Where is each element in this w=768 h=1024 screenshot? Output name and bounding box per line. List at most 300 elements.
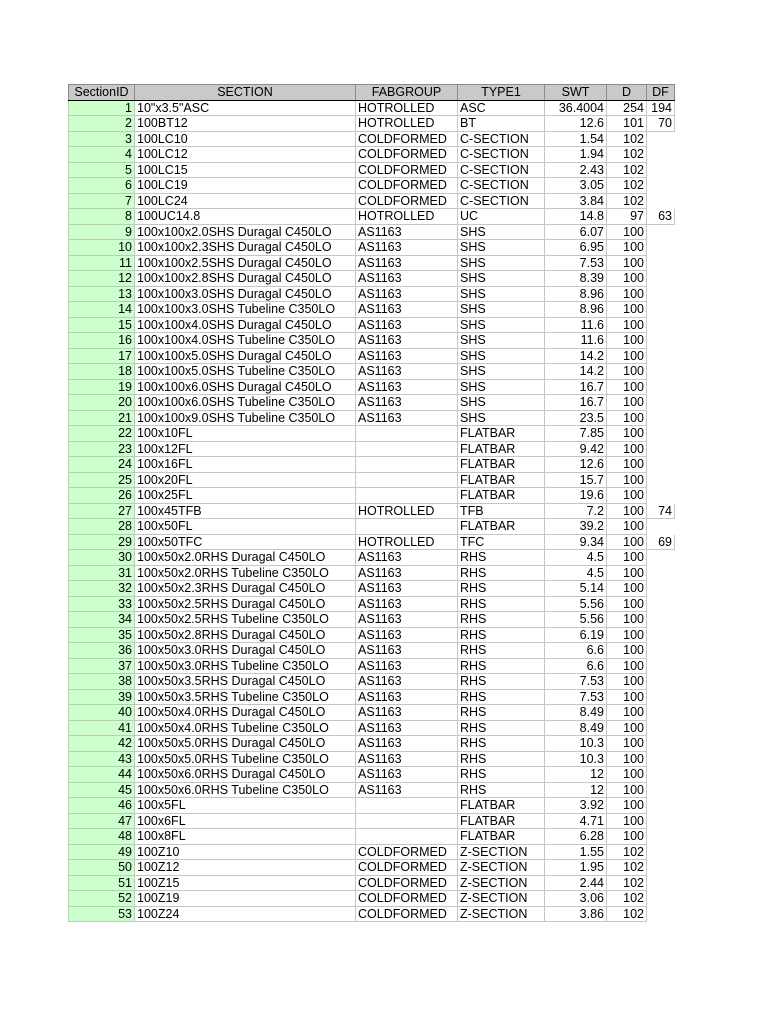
sectionid-cell[interactable]: 49 bbox=[69, 844, 135, 860]
section-cell[interactable]: 100Z10 bbox=[135, 844, 356, 860]
type1-cell[interactable]: RHS bbox=[458, 689, 545, 705]
swt-cell[interactable]: 7.53 bbox=[545, 255, 607, 271]
section-cell[interactable]: 100x50x2.5RHS Tubeline C350LO bbox=[135, 612, 356, 628]
df-cell[interactable] bbox=[647, 348, 675, 364]
df-cell[interactable] bbox=[647, 240, 675, 256]
swt-cell[interactable]: 15.7 bbox=[545, 472, 607, 488]
sectionid-cell[interactable]: 50 bbox=[69, 860, 135, 876]
sectionid-cell[interactable]: 44 bbox=[69, 767, 135, 783]
swt-cell[interactable]: 2.43 bbox=[545, 162, 607, 178]
swt-cell[interactable]: 12 bbox=[545, 767, 607, 783]
section-cell[interactable]: 100x100x3.0SHS Duragal C450LO bbox=[135, 286, 356, 302]
d-cell[interactable]: 100 bbox=[607, 627, 647, 643]
d-cell[interactable]: 100 bbox=[607, 271, 647, 287]
d-cell[interactable]: 102 bbox=[607, 131, 647, 147]
section-cell[interactable]: 100x12FL bbox=[135, 441, 356, 457]
fabgroup-cell[interactable]: HOTROLLED bbox=[356, 209, 458, 225]
fabgroup-cell[interactable]: AS1163 bbox=[356, 581, 458, 597]
d-cell[interactable]: 102 bbox=[607, 860, 647, 876]
fabgroup-cell[interactable] bbox=[356, 441, 458, 457]
df-cell[interactable] bbox=[647, 131, 675, 147]
fabgroup-cell[interactable]: AS1163 bbox=[356, 271, 458, 287]
swt-cell[interactable]: 19.6 bbox=[545, 488, 607, 504]
fabgroup-cell[interactable]: AS1163 bbox=[356, 410, 458, 426]
sectionid-cell[interactable]: 33 bbox=[69, 596, 135, 612]
section-cell[interactable]: 100x100x2.8SHS Duragal C450LO bbox=[135, 271, 356, 287]
df-cell[interactable] bbox=[647, 457, 675, 473]
d-cell[interactable]: 100 bbox=[607, 534, 647, 550]
type1-cell[interactable]: Z-SECTION bbox=[458, 860, 545, 876]
fabgroup-cell[interactable]: AS1163 bbox=[356, 782, 458, 798]
section-cell[interactable]: 100x50x5.0RHS Duragal C450LO bbox=[135, 736, 356, 752]
sectionid-cell[interactable]: 14 bbox=[69, 302, 135, 318]
section-cell[interactable]: 10"x3.5"ASC bbox=[135, 100, 356, 116]
section-cell[interactable]: 100x100x2.3SHS Duragal C450LO bbox=[135, 240, 356, 256]
df-cell[interactable]: 63 bbox=[647, 209, 675, 225]
type1-cell[interactable]: Z-SECTION bbox=[458, 844, 545, 860]
df-cell[interactable] bbox=[647, 333, 675, 349]
section-cell[interactable]: 100UC14.8 bbox=[135, 209, 356, 225]
type1-cell[interactable]: RHS bbox=[458, 751, 545, 767]
swt-cell[interactable]: 8.96 bbox=[545, 302, 607, 318]
type1-cell[interactable]: C-SECTION bbox=[458, 193, 545, 209]
fabgroup-cell[interactable] bbox=[356, 829, 458, 845]
section-cell[interactable]: 100LC19 bbox=[135, 178, 356, 194]
fabgroup-cell[interactable]: AS1163 bbox=[356, 255, 458, 271]
sectionid-cell[interactable]: 52 bbox=[69, 891, 135, 907]
fabgroup-cell[interactable]: HOTROLLED bbox=[356, 116, 458, 132]
d-cell[interactable]: 102 bbox=[607, 906, 647, 922]
type1-cell[interactable]: TFB bbox=[458, 503, 545, 519]
swt-cell[interactable]: 1.94 bbox=[545, 147, 607, 163]
section-cell[interactable]: 100LC10 bbox=[135, 131, 356, 147]
swt-cell[interactable]: 2.44 bbox=[545, 875, 607, 891]
sectionid-cell[interactable]: 21 bbox=[69, 410, 135, 426]
df-cell[interactable] bbox=[647, 224, 675, 240]
fabgroup-cell[interactable]: COLDFORMED bbox=[356, 891, 458, 907]
df-cell[interactable] bbox=[647, 720, 675, 736]
fabgroup-cell[interactable]: AS1163 bbox=[356, 348, 458, 364]
type1-cell[interactable]: C-SECTION bbox=[458, 147, 545, 163]
fabgroup-cell[interactable]: AS1163 bbox=[356, 751, 458, 767]
type1-cell[interactable]: UC bbox=[458, 209, 545, 225]
df-cell[interactable] bbox=[647, 689, 675, 705]
column-header-type1[interactable]: TYPE1 bbox=[458, 85, 545, 101]
type1-cell[interactable]: RHS bbox=[458, 736, 545, 752]
swt-cell[interactable]: 7.2 bbox=[545, 503, 607, 519]
fabgroup-cell[interactable]: AS1163 bbox=[356, 317, 458, 333]
swt-cell[interactable]: 16.7 bbox=[545, 379, 607, 395]
df-cell[interactable] bbox=[647, 674, 675, 690]
section-cell[interactable]: 100x50x2.8RHS Duragal C450LO bbox=[135, 627, 356, 643]
type1-cell[interactable]: RHS bbox=[458, 596, 545, 612]
sectionid-cell[interactable]: 23 bbox=[69, 441, 135, 457]
type1-cell[interactable]: RHS bbox=[458, 643, 545, 659]
sectionid-cell[interactable]: 27 bbox=[69, 503, 135, 519]
d-cell[interactable]: 100 bbox=[607, 705, 647, 721]
type1-cell[interactable]: RHS bbox=[458, 767, 545, 783]
sectionid-cell[interactable]: 7 bbox=[69, 193, 135, 209]
fabgroup-cell[interactable]: AS1163 bbox=[356, 612, 458, 628]
swt-cell[interactable]: 16.7 bbox=[545, 395, 607, 411]
swt-cell[interactable]: 6.95 bbox=[545, 240, 607, 256]
type1-cell[interactable]: FLATBAR bbox=[458, 457, 545, 473]
fabgroup-cell[interactable]: AS1163 bbox=[356, 736, 458, 752]
type1-cell[interactable]: RHS bbox=[458, 550, 545, 566]
sectionid-cell[interactable]: 2 bbox=[69, 116, 135, 132]
section-cell[interactable]: 100x100x3.0SHS Tubeline C350LO bbox=[135, 302, 356, 318]
type1-cell[interactable]: FLATBAR bbox=[458, 426, 545, 442]
sectionid-cell[interactable]: 47 bbox=[69, 813, 135, 829]
fabgroup-cell[interactable]: COLDFORMED bbox=[356, 906, 458, 922]
fabgroup-cell[interactable]: AS1163 bbox=[356, 643, 458, 659]
swt-cell[interactable]: 3.06 bbox=[545, 891, 607, 907]
section-cell[interactable]: 100x5FL bbox=[135, 798, 356, 814]
sectionid-cell[interactable]: 16 bbox=[69, 333, 135, 349]
fabgroup-cell[interactable]: COLDFORMED bbox=[356, 860, 458, 876]
section-cell[interactable]: 100x50x5.0RHS Tubeline C350LO bbox=[135, 751, 356, 767]
d-cell[interactable]: 100 bbox=[607, 767, 647, 783]
fabgroup-cell[interactable]: COLDFORMED bbox=[356, 193, 458, 209]
section-cell[interactable]: 100x50FL bbox=[135, 519, 356, 535]
type1-cell[interactable]: C-SECTION bbox=[458, 178, 545, 194]
df-cell[interactable] bbox=[647, 271, 675, 287]
section-cell[interactable]: 100x50x3.5RHS Tubeline C350LO bbox=[135, 689, 356, 705]
section-cell[interactable]: 100LC12 bbox=[135, 147, 356, 163]
type1-cell[interactable]: SHS bbox=[458, 410, 545, 426]
fabgroup-cell[interactable]: AS1163 bbox=[356, 550, 458, 566]
d-cell[interactable]: 100 bbox=[607, 782, 647, 798]
sectionid-cell[interactable]: 11 bbox=[69, 255, 135, 271]
sectionid-cell[interactable]: 1 bbox=[69, 100, 135, 116]
df-cell[interactable] bbox=[647, 426, 675, 442]
swt-cell[interactable]: 11.6 bbox=[545, 317, 607, 333]
column-header-fabgroup[interactable]: FABGROUP bbox=[356, 85, 458, 101]
type1-cell[interactable]: Z-SECTION bbox=[458, 875, 545, 891]
swt-cell[interactable]: 14.2 bbox=[545, 364, 607, 380]
sectionid-cell[interactable]: 41 bbox=[69, 720, 135, 736]
fabgroup-cell[interactable]: AS1163 bbox=[356, 240, 458, 256]
type1-cell[interactable]: RHS bbox=[458, 674, 545, 690]
section-cell[interactable]: 100x50x3.5RHS Duragal C450LO bbox=[135, 674, 356, 690]
type1-cell[interactable]: SHS bbox=[458, 240, 545, 256]
sectionid-cell[interactable]: 31 bbox=[69, 565, 135, 581]
type1-cell[interactable]: SHS bbox=[458, 379, 545, 395]
sectionid-cell[interactable]: 39 bbox=[69, 689, 135, 705]
df-cell[interactable] bbox=[647, 875, 675, 891]
fabgroup-cell[interactable] bbox=[356, 426, 458, 442]
fabgroup-cell[interactable] bbox=[356, 457, 458, 473]
swt-cell[interactable]: 8.96 bbox=[545, 286, 607, 302]
fabgroup-cell[interactable]: AS1163 bbox=[356, 689, 458, 705]
fabgroup-cell[interactable]: HOTROLLED bbox=[356, 100, 458, 116]
fabgroup-cell[interactable]: HOTROLLED bbox=[356, 503, 458, 519]
d-cell[interactable]: 102 bbox=[607, 844, 647, 860]
fabgroup-cell[interactable]: AS1163 bbox=[356, 565, 458, 581]
swt-cell[interactable]: 1.55 bbox=[545, 844, 607, 860]
df-cell[interactable] bbox=[647, 410, 675, 426]
d-cell[interactable]: 100 bbox=[607, 472, 647, 488]
df-cell[interactable] bbox=[647, 813, 675, 829]
d-cell[interactable]: 102 bbox=[607, 162, 647, 178]
type1-cell[interactable]: ASC bbox=[458, 100, 545, 116]
df-cell[interactable] bbox=[647, 829, 675, 845]
d-cell[interactable]: 100 bbox=[607, 255, 647, 271]
df-cell[interactable] bbox=[647, 798, 675, 814]
column-header-section[interactable]: SECTION bbox=[135, 85, 356, 101]
type1-cell[interactable]: Z-SECTION bbox=[458, 906, 545, 922]
type1-cell[interactable]: C-SECTION bbox=[458, 162, 545, 178]
column-header-df[interactable]: DF bbox=[647, 85, 675, 101]
type1-cell[interactable]: SHS bbox=[458, 224, 545, 240]
sectionid-cell[interactable]: 13 bbox=[69, 286, 135, 302]
d-cell[interactable]: 100 bbox=[607, 798, 647, 814]
swt-cell[interactable]: 7.53 bbox=[545, 689, 607, 705]
d-cell[interactable]: 100 bbox=[607, 379, 647, 395]
section-cell[interactable]: 100x100x2.5SHS Duragal C450LO bbox=[135, 255, 356, 271]
d-cell[interactable]: 100 bbox=[607, 317, 647, 333]
d-cell[interactable]: 100 bbox=[607, 395, 647, 411]
fabgroup-cell[interactable] bbox=[356, 798, 458, 814]
df-cell[interactable] bbox=[647, 162, 675, 178]
swt-cell[interactable]: 5.14 bbox=[545, 581, 607, 597]
section-cell[interactable]: 100BT12 bbox=[135, 116, 356, 132]
sectionid-cell[interactable]: 29 bbox=[69, 534, 135, 550]
fabgroup-cell[interactable]: AS1163 bbox=[356, 224, 458, 240]
swt-cell[interactable]: 14.8 bbox=[545, 209, 607, 225]
column-header-d[interactable]: D bbox=[607, 85, 647, 101]
d-cell[interactable]: 100 bbox=[607, 829, 647, 845]
type1-cell[interactable]: SHS bbox=[458, 333, 545, 349]
fabgroup-cell[interactable] bbox=[356, 519, 458, 535]
section-cell[interactable]: 100x6FL bbox=[135, 813, 356, 829]
type1-cell[interactable]: BT bbox=[458, 116, 545, 132]
type1-cell[interactable]: RHS bbox=[458, 705, 545, 721]
swt-cell[interactable]: 8.39 bbox=[545, 271, 607, 287]
d-cell[interactable]: 100 bbox=[607, 503, 647, 519]
fabgroup-cell[interactable]: COLDFORMED bbox=[356, 131, 458, 147]
d-cell[interactable]: 100 bbox=[607, 550, 647, 566]
type1-cell[interactable]: TFC bbox=[458, 534, 545, 550]
d-cell[interactable]: 100 bbox=[607, 441, 647, 457]
sectionid-cell[interactable]: 30 bbox=[69, 550, 135, 566]
sectionid-cell[interactable]: 9 bbox=[69, 224, 135, 240]
type1-cell[interactable]: SHS bbox=[458, 348, 545, 364]
swt-cell[interactable]: 10.3 bbox=[545, 751, 607, 767]
section-cell[interactable]: 100x16FL bbox=[135, 457, 356, 473]
type1-cell[interactable]: RHS bbox=[458, 581, 545, 597]
fabgroup-cell[interactable]: AS1163 bbox=[356, 705, 458, 721]
fabgroup-cell[interactable]: AS1163 bbox=[356, 720, 458, 736]
d-cell[interactable]: 100 bbox=[607, 581, 647, 597]
d-cell[interactable]: 100 bbox=[607, 596, 647, 612]
sectionid-cell[interactable]: 10 bbox=[69, 240, 135, 256]
section-cell[interactable]: 100x25FL bbox=[135, 488, 356, 504]
section-cell[interactable]: 100x100x4.0SHS Tubeline C350LO bbox=[135, 333, 356, 349]
section-cell[interactable]: 100x50x2.0RHS Duragal C450LO bbox=[135, 550, 356, 566]
section-cell[interactable]: 100Z24 bbox=[135, 906, 356, 922]
d-cell[interactable]: 100 bbox=[607, 426, 647, 442]
swt-cell[interactable]: 12.6 bbox=[545, 116, 607, 132]
d-cell[interactable]: 100 bbox=[607, 720, 647, 736]
fabgroup-cell[interactable]: AS1163 bbox=[356, 379, 458, 395]
sectionid-cell[interactable]: 5 bbox=[69, 162, 135, 178]
sectionid-cell[interactable]: 20 bbox=[69, 395, 135, 411]
fabgroup-cell[interactable]: AS1163 bbox=[356, 286, 458, 302]
swt-cell[interactable]: 8.49 bbox=[545, 720, 607, 736]
type1-cell[interactable]: RHS bbox=[458, 720, 545, 736]
d-cell[interactable]: 100 bbox=[607, 751, 647, 767]
d-cell[interactable]: 100 bbox=[607, 689, 647, 705]
column-header-swt[interactable]: SWT bbox=[545, 85, 607, 101]
df-cell[interactable] bbox=[647, 596, 675, 612]
d-cell[interactable]: 254 bbox=[607, 100, 647, 116]
swt-cell[interactable]: 6.07 bbox=[545, 224, 607, 240]
swt-cell[interactable]: 5.56 bbox=[545, 596, 607, 612]
section-cell[interactable]: 100x8FL bbox=[135, 829, 356, 845]
section-cell[interactable]: 100x50x6.0RHS Duragal C450LO bbox=[135, 767, 356, 783]
df-cell[interactable] bbox=[647, 782, 675, 798]
df-cell[interactable] bbox=[647, 379, 675, 395]
swt-cell[interactable]: 8.49 bbox=[545, 705, 607, 721]
sectionid-cell[interactable]: 34 bbox=[69, 612, 135, 628]
swt-cell[interactable]: 4.71 bbox=[545, 813, 607, 829]
sectionid-cell[interactable]: 15 bbox=[69, 317, 135, 333]
d-cell[interactable]: 100 bbox=[607, 643, 647, 659]
section-cell[interactable]: 100x100x5.0SHS Tubeline C350LO bbox=[135, 364, 356, 380]
d-cell[interactable]: 100 bbox=[607, 519, 647, 535]
df-cell[interactable] bbox=[647, 147, 675, 163]
swt-cell[interactable]: 3.92 bbox=[545, 798, 607, 814]
df-cell[interactable] bbox=[647, 472, 675, 488]
fabgroup-cell[interactable]: AS1163 bbox=[356, 658, 458, 674]
fabgroup-cell[interactable]: HOTROLLED bbox=[356, 534, 458, 550]
swt-cell[interactable]: 6.6 bbox=[545, 658, 607, 674]
sectionid-cell[interactable]: 42 bbox=[69, 736, 135, 752]
fabgroup-cell[interactable]: AS1163 bbox=[356, 395, 458, 411]
type1-cell[interactable]: SHS bbox=[458, 317, 545, 333]
df-cell[interactable] bbox=[647, 519, 675, 535]
df-cell[interactable] bbox=[647, 364, 675, 380]
d-cell[interactable]: 100 bbox=[607, 813, 647, 829]
sectionid-cell[interactable]: 46 bbox=[69, 798, 135, 814]
swt-cell[interactable]: 4.5 bbox=[545, 550, 607, 566]
df-cell[interactable] bbox=[647, 891, 675, 907]
swt-cell[interactable]: 3.84 bbox=[545, 193, 607, 209]
sectionid-cell[interactable]: 12 bbox=[69, 271, 135, 287]
section-cell[interactable]: 100x100x6.0SHS Tubeline C350LO bbox=[135, 395, 356, 411]
sectionid-cell[interactable]: 18 bbox=[69, 364, 135, 380]
fabgroup-cell[interactable]: AS1163 bbox=[356, 333, 458, 349]
swt-cell[interactable]: 6.6 bbox=[545, 643, 607, 659]
section-cell[interactable]: 100x10FL bbox=[135, 426, 356, 442]
sectionid-cell[interactable]: 3 bbox=[69, 131, 135, 147]
d-cell[interactable]: 100 bbox=[607, 348, 647, 364]
section-cell[interactable]: 100x100x6.0SHS Duragal C450LO bbox=[135, 379, 356, 395]
df-cell[interactable] bbox=[647, 643, 675, 659]
d-cell[interactable]: 100 bbox=[607, 457, 647, 473]
type1-cell[interactable]: RHS bbox=[458, 565, 545, 581]
sectionid-cell[interactable]: 19 bbox=[69, 379, 135, 395]
df-cell[interactable] bbox=[647, 705, 675, 721]
sectionid-cell[interactable]: 51 bbox=[69, 875, 135, 891]
type1-cell[interactable]: FLATBAR bbox=[458, 441, 545, 457]
df-cell[interactable] bbox=[647, 550, 675, 566]
type1-cell[interactable]: FLATBAR bbox=[458, 519, 545, 535]
sectionid-cell[interactable]: 48 bbox=[69, 829, 135, 845]
d-cell[interactable]: 100 bbox=[607, 333, 647, 349]
df-cell[interactable] bbox=[647, 581, 675, 597]
swt-cell[interactable]: 39.2 bbox=[545, 519, 607, 535]
sectionid-cell[interactable]: 45 bbox=[69, 782, 135, 798]
section-cell[interactable]: 100x45TFB bbox=[135, 503, 356, 519]
d-cell[interactable]: 100 bbox=[607, 224, 647, 240]
sectionid-cell[interactable]: 4 bbox=[69, 147, 135, 163]
d-cell[interactable]: 100 bbox=[607, 565, 647, 581]
type1-cell[interactable]: SHS bbox=[458, 271, 545, 287]
d-cell[interactable]: 101 bbox=[607, 116, 647, 132]
df-cell[interactable] bbox=[647, 612, 675, 628]
d-cell[interactable]: 97 bbox=[607, 209, 647, 225]
section-cell[interactable]: 100x50x3.0RHS Tubeline C350LO bbox=[135, 658, 356, 674]
swt-cell[interactable]: 9.34 bbox=[545, 534, 607, 550]
fabgroup-cell[interactable]: AS1163 bbox=[356, 674, 458, 690]
fabgroup-cell[interactable]: COLDFORMED bbox=[356, 844, 458, 860]
type1-cell[interactable]: SHS bbox=[458, 286, 545, 302]
fabgroup-cell[interactable]: COLDFORMED bbox=[356, 875, 458, 891]
section-cell[interactable]: 100Z12 bbox=[135, 860, 356, 876]
swt-cell[interactable]: 5.56 bbox=[545, 612, 607, 628]
df-cell[interactable] bbox=[647, 193, 675, 209]
d-cell[interactable]: 102 bbox=[607, 875, 647, 891]
df-cell[interactable] bbox=[647, 906, 675, 922]
fabgroup-cell[interactable]: COLDFORMED bbox=[356, 178, 458, 194]
section-cell[interactable]: 100x50x4.0RHS Tubeline C350LO bbox=[135, 720, 356, 736]
sectionid-cell[interactable]: 17 bbox=[69, 348, 135, 364]
swt-cell[interactable]: 3.05 bbox=[545, 178, 607, 194]
fabgroup-cell[interactable]: AS1163 bbox=[356, 364, 458, 380]
d-cell[interactable]: 102 bbox=[607, 193, 647, 209]
d-cell[interactable]: 100 bbox=[607, 286, 647, 302]
df-cell[interactable]: 74 bbox=[647, 503, 675, 519]
type1-cell[interactable]: Z-SECTION bbox=[458, 891, 545, 907]
section-cell[interactable]: 100x50x2.5RHS Duragal C450LO bbox=[135, 596, 356, 612]
type1-cell[interactable]: RHS bbox=[458, 612, 545, 628]
df-cell[interactable] bbox=[647, 844, 675, 860]
section-cell[interactable]: 100x100x2.0SHS Duragal C450LO bbox=[135, 224, 356, 240]
type1-cell[interactable]: FLATBAR bbox=[458, 798, 545, 814]
df-cell[interactable] bbox=[647, 441, 675, 457]
type1-cell[interactable]: FLATBAR bbox=[458, 472, 545, 488]
type1-cell[interactable]: FLATBAR bbox=[458, 829, 545, 845]
df-cell[interactable]: 194 bbox=[647, 100, 675, 116]
d-cell[interactable]: 100 bbox=[607, 658, 647, 674]
d-cell[interactable]: 100 bbox=[607, 302, 647, 318]
swt-cell[interactable]: 3.86 bbox=[545, 906, 607, 922]
d-cell[interactable]: 100 bbox=[607, 364, 647, 380]
sectionid-cell[interactable]: 43 bbox=[69, 751, 135, 767]
section-cell[interactable]: 100x50x2.3RHS Duragal C450LO bbox=[135, 581, 356, 597]
type1-cell[interactable]: SHS bbox=[458, 255, 545, 271]
fabgroup-cell[interactable] bbox=[356, 488, 458, 504]
swt-cell[interactable]: 7.85 bbox=[545, 426, 607, 442]
section-cell[interactable]: 100x50x3.0RHS Duragal C450LO bbox=[135, 643, 356, 659]
df-cell[interactable]: 69 bbox=[647, 534, 675, 550]
fabgroup-cell[interactable]: AS1163 bbox=[356, 767, 458, 783]
swt-cell[interactable]: 14.2 bbox=[545, 348, 607, 364]
section-cell[interactable]: 100LC15 bbox=[135, 162, 356, 178]
fabgroup-cell[interactable]: AS1163 bbox=[356, 302, 458, 318]
